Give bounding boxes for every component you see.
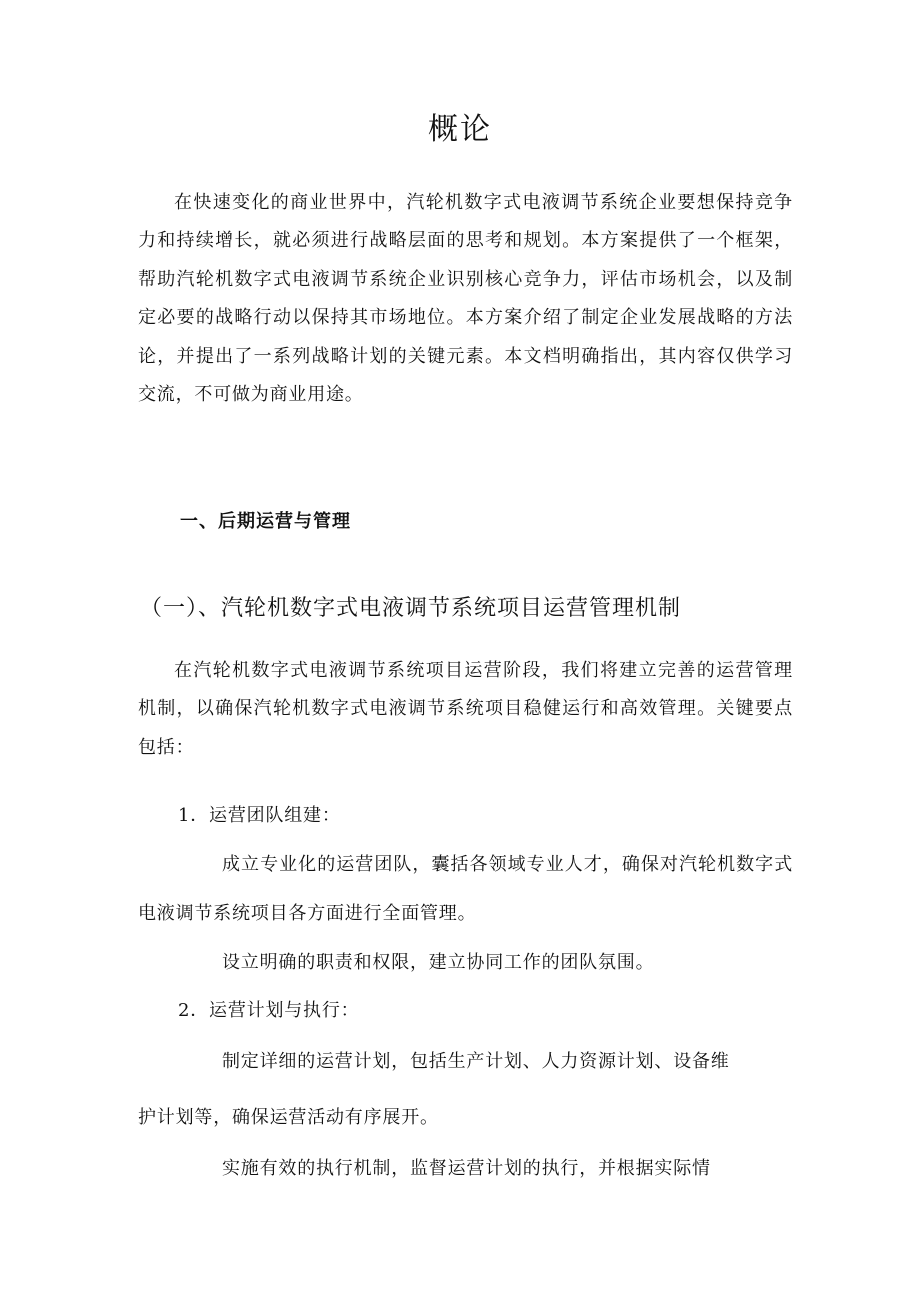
subsection-intro-paragraph: 在汽轮机数字式电液调节系统项目运营阶段，我们将建立完善的运营管理机制，以确保汽轮机数字式电液调节系统项目稳健运行和高效管理。关键要点包括： bbox=[138, 660, 793, 758]
list-item-paragraph: 成立专业化的运营团队，囊括各领域专业人才，确保对汽轮机数字式电液调节系统项目各方面进行全面管理。 bbox=[138, 854, 793, 924]
list-item-label: 2．运营计划与执行： bbox=[178, 1000, 360, 1021]
list-item-paragraph: 设立明确的职责和权限，建立协同工作的团队氛围。 bbox=[222, 952, 655, 973]
list-item-label: 1．运营团队组建： bbox=[178, 805, 341, 826]
list-item-paragraph: 实施有效的执行机制，监督运营计划的执行，并根据实际情 bbox=[222, 1158, 711, 1179]
subsection-heading: （一）、汽轮机数字式电液调节系统项目运营管理机制 bbox=[140, 596, 682, 621]
list-item-paragraph: 制定详细的运营计划，包括生产计划、人力资源计划、设备维护计划等，确保运营活动有序展开。 bbox=[138, 1051, 730, 1128]
section-heading: 一、后期运营与管理 bbox=[180, 511, 351, 532]
page-title: 概论 bbox=[428, 112, 492, 147]
intro-paragraph: 在快速变化的商业世界中，汽轮机数字式电液调节系统企业要想保持竞争力和持续增长，就必须进行战略层面的思考和规划。本方案提供了一个框架，帮助汽轮机数字式电液调节系统企业识别核心竞争力，评估市场机会，以及制定必要的战略行动以保持其市场地位。本方案介绍了制定企业发展战略的方法论，并提出了一系列战略计划的关键元素。本文档明确指出，其内容仅供学习交流，不可做为商业用途。 bbox=[138, 192, 793, 406]
